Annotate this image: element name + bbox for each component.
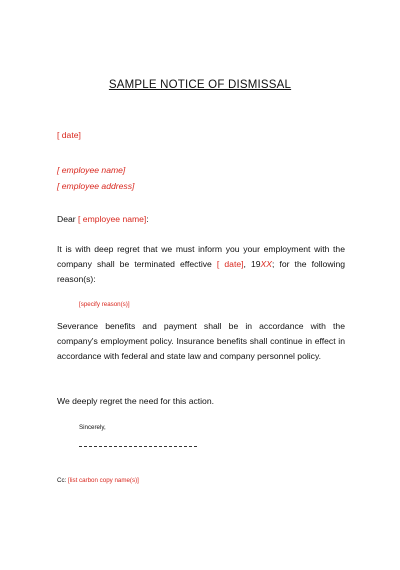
employee-address-placeholder: [ employee address] [57, 181, 135, 191]
year-placeholder: XX [260, 259, 272, 270]
date-placeholder: [ date] [57, 130, 81, 140]
regret-sentence: We deeply regret the need for this action. [57, 396, 215, 406]
termination-text-2: , 19 [243, 259, 261, 270]
cc-line [57, 476, 139, 485]
termination-text-3: ; for the following reason(s): [57, 259, 346, 285]
cc-placeholder: [list carbon copy name(s)] [68, 477, 139, 484]
reasons-placeholder: [specify reason(s)] [79, 301, 130, 308]
severance-paragraph: Severance benefits and payment shall be in accordance with the company's employment policy. Insurance benefits shall continue in effect in accordance with federal and state law and company personnel policy. [57, 321, 345, 362]
salutation-prefix: Dear [57, 214, 79, 224]
salutation [57, 214, 149, 225]
employee-name-placeholder: [ employee name] [57, 165, 126, 175]
salutation-suffix: : [146, 214, 149, 224]
termination-text-1: It is with deep regret that we must inform you your employment with the company shall be terminated effective [57, 244, 345, 270]
effective-date-placeholder: [ date] [216, 259, 244, 270]
closing: Sincerely, [79, 424, 106, 431]
signature-line [79, 446, 197, 447]
salutation-name-placeholder: [ employee name] [78, 214, 147, 224]
cc-label: Cc: [57, 477, 69, 484]
termination-paragraph [57, 242, 345, 288]
document-title: SAMPLE NOTICE OF DISMISSAL [108, 79, 292, 91]
